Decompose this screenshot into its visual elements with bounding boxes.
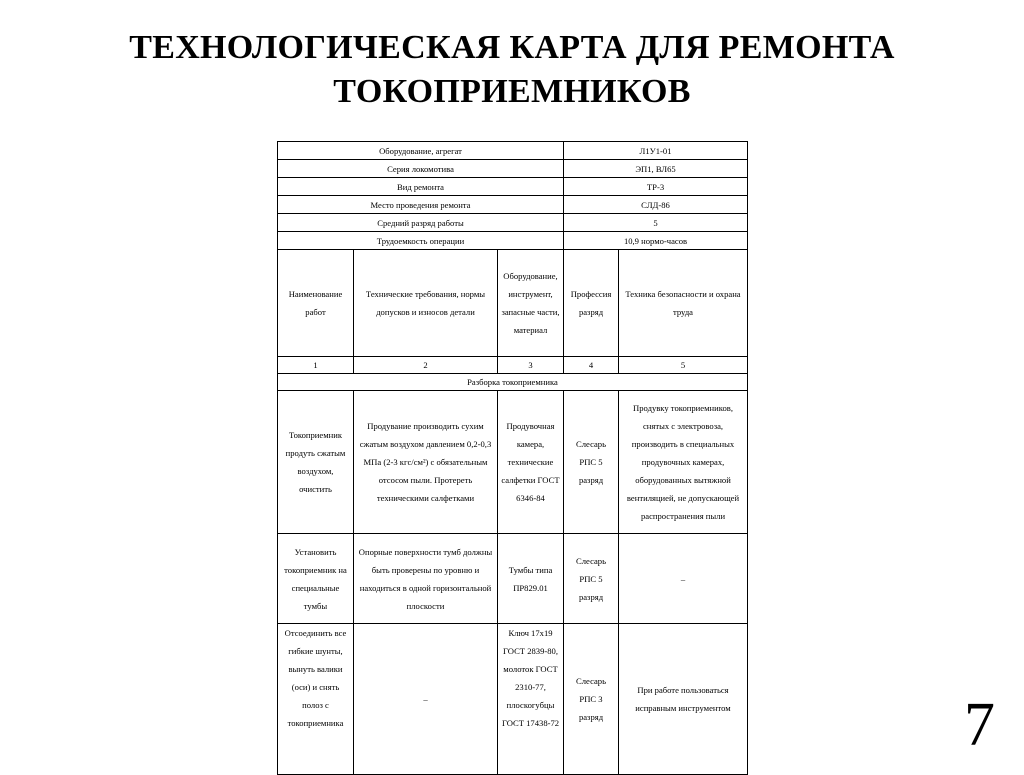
meta-row-grade: [278, 214, 748, 232]
meta-label: Вид ремонта: [278, 178, 564, 196]
meta-value: ЭП1, ВЛ65: [564, 160, 748, 178]
cell-profession: Слесарь РПС 5 разряд: [564, 391, 619, 534]
cell-profession: Слесарь РПС 5 разряд: [564, 534, 619, 624]
meta-value: ТР-3: [564, 178, 748, 196]
cell-profession: Слесарь РПС 3 разряд: [564, 624, 619, 775]
table-row: [278, 534, 748, 624]
column-header-equipment: Оборудование, инструмент, запасные части, материал: [498, 250, 564, 357]
meta-row-series: [278, 160, 748, 178]
cell-requirements: Опорные поверхности тумб должны быть проверены по уровню и находиться в одной горизонтальной плоскости: [354, 534, 498, 624]
page-title-line-2: ТОКОПРИЕМНИКОВ: [333, 73, 691, 110]
meta-label: Средний разряд работы: [278, 214, 564, 232]
technological-card-table: [277, 141, 748, 775]
cell-work: Отсоединить все гибкие шунты, вынуть валики (оси) и снять полоз с токоприемника: [278, 624, 354, 775]
cell-equipment: Тумбы типа ПР829.01: [498, 534, 564, 624]
meta-label: Серия локомотива: [278, 160, 564, 178]
column-header-profession: Профессия разряд: [564, 250, 619, 357]
column-number: 4: [564, 357, 619, 374]
meta-value: 10,9 нормо-часов: [564, 232, 748, 250]
column-number: 3: [498, 357, 564, 374]
meta-row-equipment: [278, 142, 748, 160]
meta-value: 5: [564, 214, 748, 232]
cell-work: Токоприемник продуть сжатым воздухом, очистить: [278, 391, 354, 534]
column-header-work: Наименование работ: [278, 250, 354, 357]
cell-work: Установить токоприемник на специальные тумбы: [278, 534, 354, 624]
meta-label: Место проведения ремонта: [278, 196, 564, 214]
cell-requirements: –: [354, 624, 498, 775]
table-row: [278, 624, 748, 775]
column-header-safety: Техника безопасности и охрана труда: [619, 250, 748, 357]
meta-label: Трудоемкость операции: [278, 232, 564, 250]
meta-row-labor: [278, 232, 748, 250]
meta-row-location: [278, 196, 748, 214]
table-row: [278, 391, 748, 534]
slide-number: 7: [964, 691, 995, 759]
column-number-row: [278, 357, 748, 374]
cell-safety: При работе пользоваться исправным инструментом: [619, 624, 748, 775]
column-header-requirements: Технические требования, нормы допусков и износов детали: [354, 250, 498, 357]
column-number: 2: [354, 357, 498, 374]
cell-equipment: Ключ 17x19 ГОСТ 2839-80, молоток ГОСТ 2310-77, плоскогубцы ГОСТ 17438-72: [498, 624, 564, 775]
section-row: [278, 374, 748, 391]
meta-label: Оборудование, агрегат: [278, 142, 564, 160]
cell-equipment: Продувочная камера, технические салфетки ГОСТ 6346-84: [498, 391, 564, 534]
column-number: 1: [278, 357, 354, 374]
column-header-row: [278, 250, 748, 357]
cell-safety: Продувку токоприемников, снятых с электровоза, производить в специальных продувочных камерах, оборудованных вытяжной вентиляцией, не допускающей распространения пыли: [619, 391, 748, 534]
meta-value: Л1У1-01: [564, 142, 748, 160]
cell-requirements: Продувание производить сухим сжатым воздухом давлением 0,2-0,3 МПа (2-3 кгс/см²) с обязательным отсосом пыли. Протереть техническими салфетками: [354, 391, 498, 534]
page-title-line-1: ТЕХНОЛОГИЧЕСКАЯ КАРТА ДЛЯ РЕМОНТА: [129, 29, 895, 66]
page-title: [0, 26, 1024, 114]
cell-safety: –: [619, 534, 748, 624]
meta-row-repair-type: [278, 178, 748, 196]
section-title: Разборка токоприемника: [278, 374, 748, 391]
meta-value: СЛД-86: [564, 196, 748, 214]
column-number: 5: [619, 357, 748, 374]
